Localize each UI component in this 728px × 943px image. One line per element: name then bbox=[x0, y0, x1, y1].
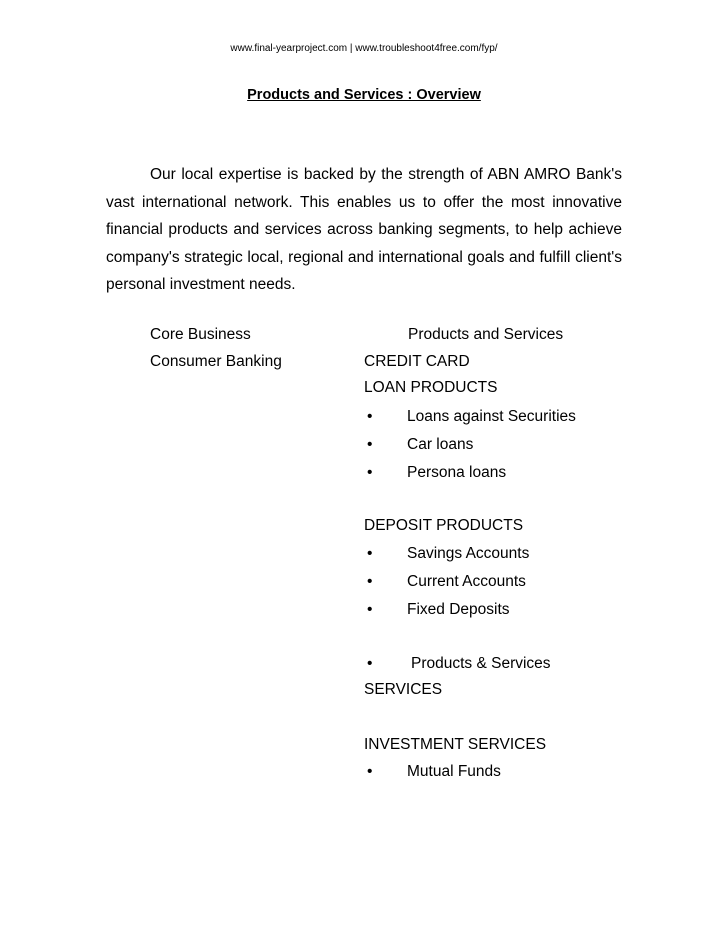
bullet-icon: • bbox=[367, 763, 373, 780]
deposit-item: Current Accounts bbox=[407, 573, 526, 590]
bullet-icon: • bbox=[367, 573, 373, 590]
loan-item: Persona loans bbox=[407, 464, 507, 481]
products-services-header: Products and Services bbox=[408, 326, 564, 343]
bullet-icon: • bbox=[367, 436, 373, 453]
deposit-item: Fixed Deposits bbox=[407, 601, 510, 618]
bullet-icon: • bbox=[367, 408, 373, 425]
credit-card-heading: CREDIT CARD bbox=[364, 353, 470, 370]
loan-item: Car loans bbox=[407, 436, 474, 453]
deposit-item: Savings Accounts bbox=[407, 545, 530, 562]
deposit-products-heading: DEPOSIT PRODUCTS bbox=[364, 517, 524, 534]
services-heading: SERVICES bbox=[364, 681, 443, 698]
investment-services-heading: INVESTMENT SERVICES bbox=[364, 736, 547, 753]
page-title: Products and Services : Overview bbox=[247, 87, 481, 103]
bullet-icon: • bbox=[367, 601, 373, 618]
investment-item: Mutual Funds bbox=[407, 763, 501, 780]
loan-item: Loans against Securities bbox=[407, 408, 576, 425]
products-services-item: Products & Services bbox=[411, 655, 551, 672]
consumer-banking-label: Consumer Banking bbox=[150, 353, 282, 370]
bullet-icon: • bbox=[367, 464, 373, 481]
loan-products-heading: LOAN PRODUCTS bbox=[364, 379, 498, 396]
bullet-icon: • bbox=[367, 545, 373, 562]
intro-paragraph bbox=[106, 161, 622, 299]
bullet-icon: • bbox=[367, 655, 373, 672]
intro-paragraph-text: Our local expertise is backed by the strength of ABN AMRO Bank's vast international network. This enables us to offer the most innovative financial products and services across banking segments, to help achieve company's strategic local, regional and international goals and fulfill client's personal investment needs. bbox=[106, 166, 622, 293]
core-business-header: Core Business bbox=[150, 326, 251, 343]
page-header-urls: www.final-yearproject.com | www.troubleshoot4free.com/fyp/ bbox=[230, 43, 498, 54]
